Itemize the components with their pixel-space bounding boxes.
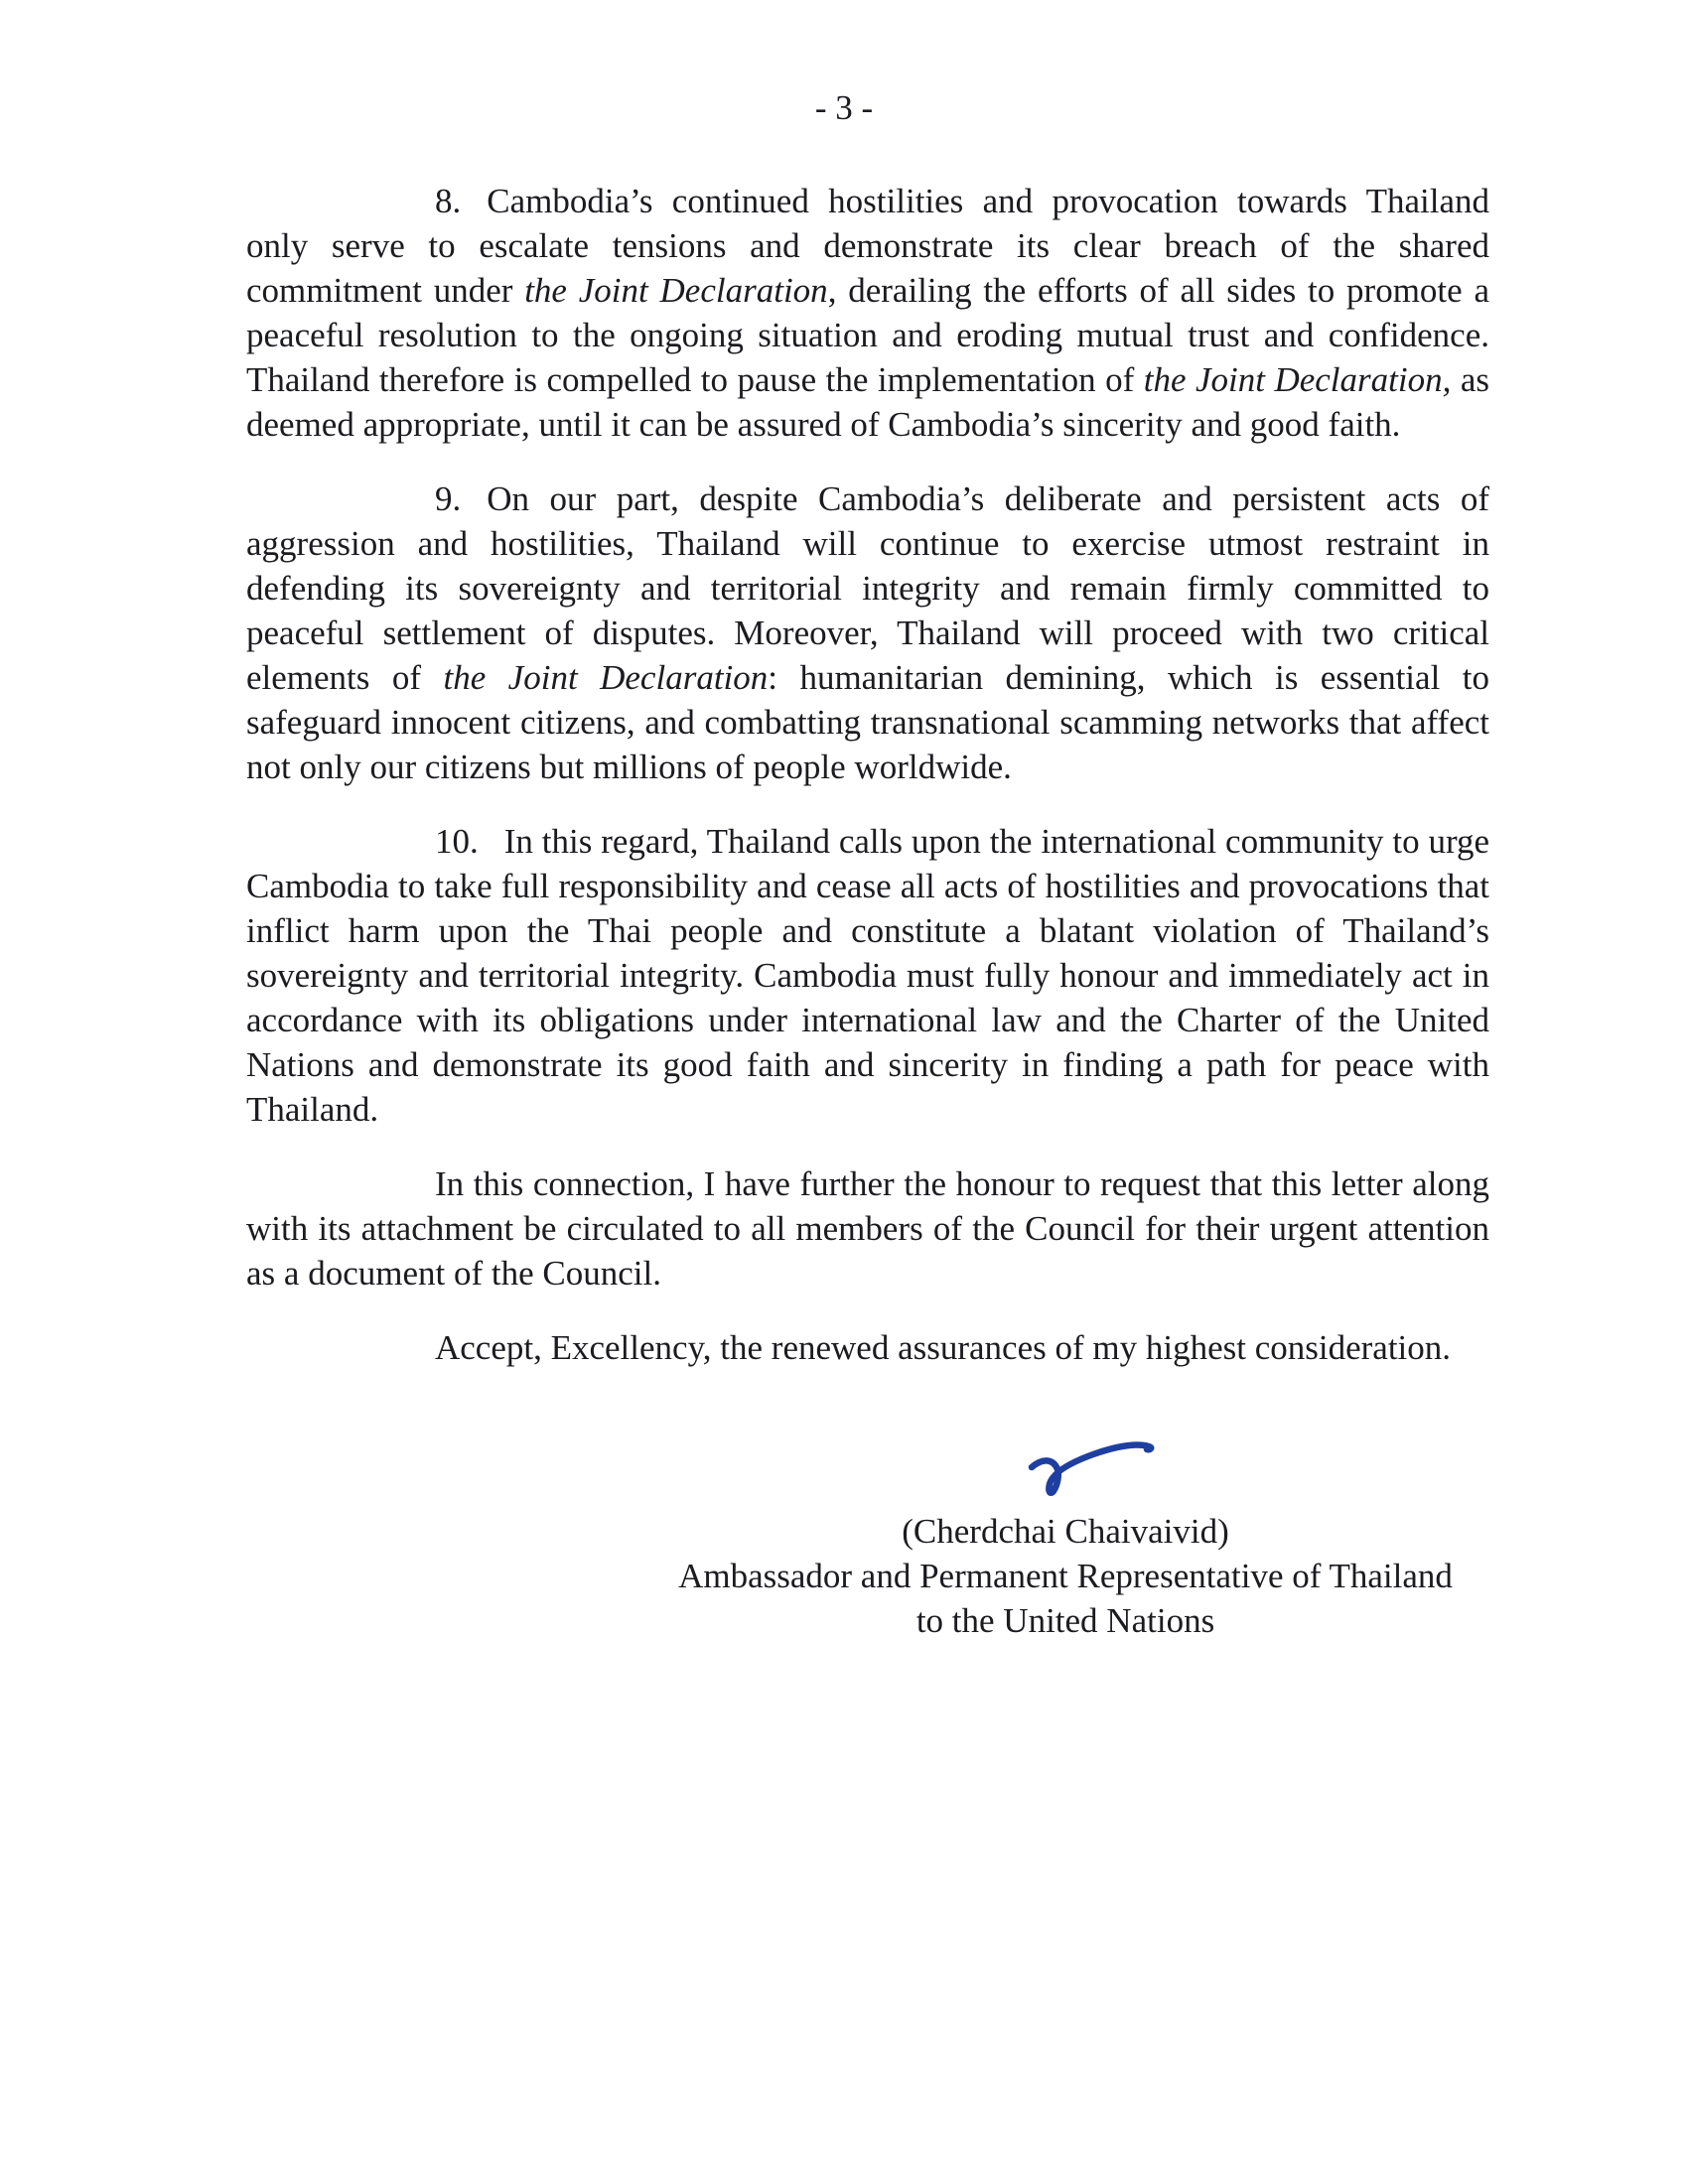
text-run: In this regard, Thailand calls upon the international community to urge Cambodia to take full responsibility and cease all acts of hostilities and provocations that inflict harm upon the Thai people and constitute a blatant violation of Thailand’s sovereignty and territorial integrity. Cambodia must fully honour and immediately act in accordance with its obligations under international law and the Charter of the United Nations and demonstrate its good faith and sincerity in finding a path for peace with Thailand. bbox=[246, 822, 1489, 1129]
text-run: Cambodia’s continued hostilities and provocation towards Thailand only serve to escalate tensions and demonstrate its clear breach of the shared commitment under bbox=[246, 182, 1489, 310]
italic-text-run: the Joint Declaration, bbox=[1143, 360, 1452, 399]
paragraph-valediction bbox=[246, 1325, 1489, 1370]
text-run: 8. bbox=[435, 182, 462, 220]
paragraph-10 bbox=[246, 819, 1489, 1132]
italic-text-run: the Joint Declaration bbox=[524, 271, 828, 310]
signatory-title-line-2: to the United Nations bbox=[915, 1601, 1215, 1640]
text-run: Accept, Excellency, the renewed assurances of my highest consideration. bbox=[435, 1328, 1452, 1367]
paragraph-circulation-request bbox=[246, 1161, 1489, 1296]
text-run: : humanitarian demining, which is essential to safeguard innocent citizens, and combatting transnational scamming networks that affect not only our citizens but millions of people worldwide. bbox=[246, 658, 1489, 786]
text-run: On our part, despite Cambodia’s deliberate and persistent acts of aggression and hostilities, Thailand will continue to exercise utmost restraint in defending its sovereignty and territorial integrity and remain firmly committed to peaceful settlement of disputes. Moreover, Thailand will proceed with two critical elements of bbox=[246, 479, 1489, 697]
signature-ink-icon bbox=[1024, 1437, 1163, 1501]
text-run: 10. bbox=[435, 822, 479, 861]
page-number: - 3 - bbox=[814, 88, 874, 127]
signatory-name: (Cherdchai Chaivaivid) bbox=[902, 1512, 1229, 1551]
letter-body bbox=[246, 179, 1489, 1400]
text-run: In this connection, I have further the honour to request that this letter along with its attachment be circulated to all members of the Council for their urgent attention as a document of the Council. bbox=[246, 1164, 1489, 1293]
signature-block bbox=[641, 1437, 1489, 1643]
paragraph-8 bbox=[246, 179, 1489, 447]
text-run: as deemed appropriate, until it can be assured of Cambodia’s sincerity and good faith. bbox=[246, 360, 1489, 444]
italic-text-run: the Joint Declaration bbox=[443, 658, 769, 697]
text-run: 9. bbox=[435, 479, 462, 518]
signatory-title-line-1: Ambassador and Permanent Representative of Thailand bbox=[678, 1557, 1453, 1595]
text-run: , derailing the efforts of all sides to promote a peaceful resolution to the ongoing situation and eroding mutual trust and confidence. Thailand therefore is compelled to pause the implementation of bbox=[246, 271, 1490, 399]
paragraph-9 bbox=[246, 477, 1489, 789]
signature-stroke bbox=[1032, 1445, 1151, 1493]
